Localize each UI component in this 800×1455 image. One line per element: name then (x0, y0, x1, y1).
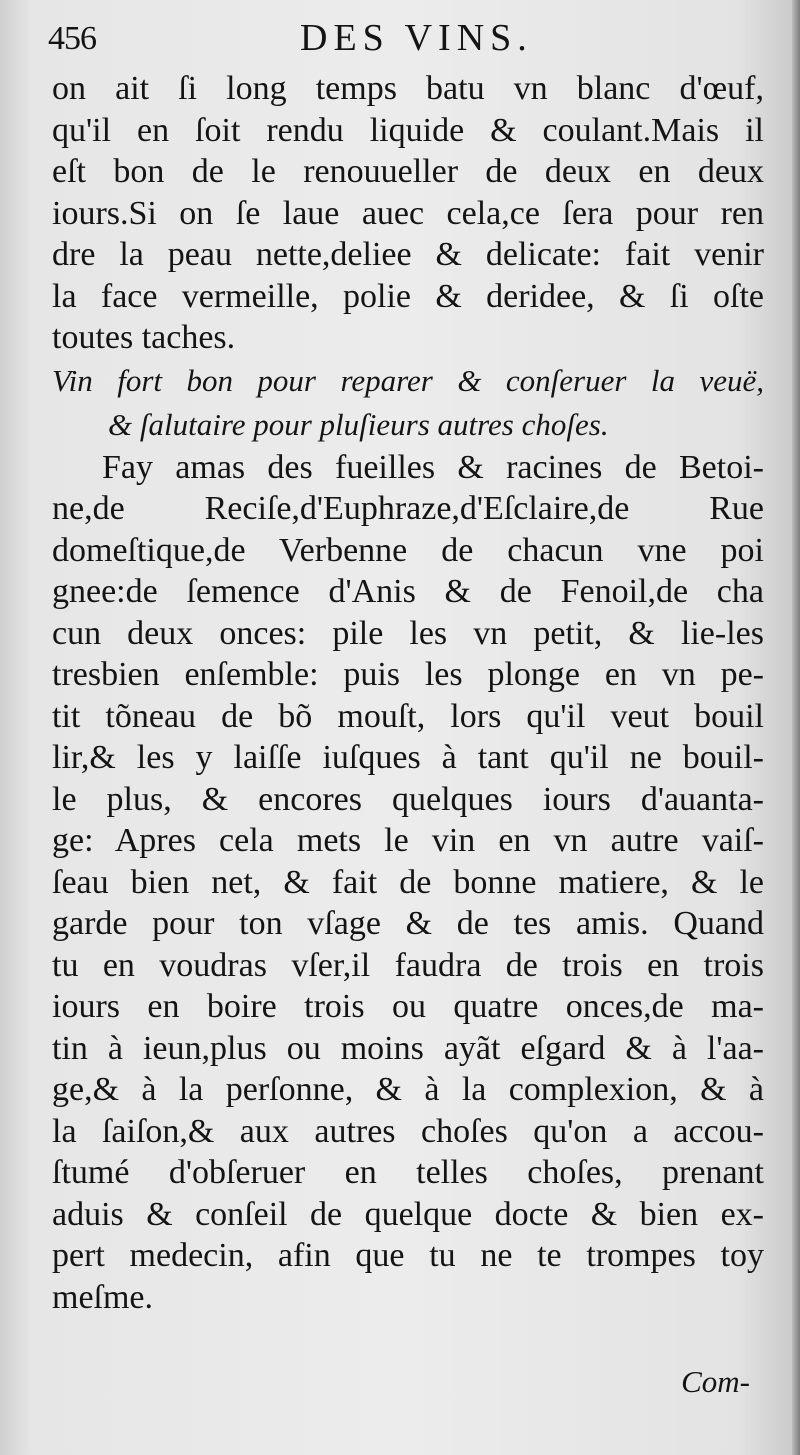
text-line: eſt bon de le renouueller de deux en deux (52, 153, 764, 190)
section-heading-line: Vin fort bon pour reparer & conſeruer la veuë, (52, 362, 764, 398)
text-line: gnee:de ſemence d'Anis & de Fenoil,de cha (52, 573, 764, 610)
text-line: on ait ſi long temps batu vn blanc d'œuf, (52, 70, 764, 107)
text-line: cun deux onces: pile les vn petit, & lie-les (52, 614, 764, 652)
text-line: ſeau bien net, & fait de bonne matiere, & le (52, 863, 764, 901)
section-heading-line: & ſalutaire pour pluſieurs autres choſes. (108, 406, 609, 442)
text-line: dre la peau nette,deliee & delicate: fait venir (52, 236, 764, 273)
page-number: 456 (48, 20, 96, 57)
text-line: meſme. (52, 1278, 154, 1316)
text-line: garde pour ton vſage & de tes amis. Quand (52, 905, 764, 942)
text-line: tu en voudras vſer,il faudra de trois en trois (52, 946, 764, 984)
page-edge-shadow (792, 0, 800, 1455)
text-line: ne,de Reciſe,d'Euphraze,d'Eſclaire,de Rue (52, 490, 764, 527)
text-line: ge: Apres cela mets le vin en vn autre vaiſ- (52, 822, 764, 859)
text-line: la ſaiſon,& aux autres choſes qu'on a accou- (52, 1112, 764, 1150)
text-line: tin à ieun,plus ou moins ayãt eſgard & à l'aa- (52, 1029, 764, 1067)
text-block (52, 68, 764, 1318)
text-line: la face vermeille, polie & deridee, & ſi oſte (52, 277, 764, 315)
text-line: iours en boire trois ou quatre onces,de ma- (52, 988, 764, 1025)
text-line: aduis & conſeil de quelque docte & bien ex- (52, 1195, 764, 1233)
text-line: tit tõneau de bõ mouſt, lors qu'il veut bouil (52, 697, 764, 735)
text-line: qu'il en ſoit rendu liquide & coulant.Mais il (52, 111, 764, 149)
text-line: tresbien enſemble: puis les plonge en vn pe- (52, 656, 764, 693)
text-line: domeſtique,de Verbenne de chacun vne poi (52, 531, 764, 569)
text-line: lir,& les y laiſſe iuſques à tant qu'il ne bouil- (52, 739, 764, 776)
text-line: toutes taches. (52, 319, 236, 356)
text-line: pert medecin, afin que tu ne te trompes toy (52, 1237, 764, 1274)
text-line: le plus, & encores quelques iours d'auanta- (52, 780, 764, 818)
catchword: Com- (681, 1364, 750, 1399)
page-header (48, 16, 748, 66)
text-line: Fay amas des fueilles & racines de Betoi- (102, 448, 764, 486)
running-title: DES VINS. (300, 17, 533, 59)
text-line: iours.Si on ſe laue auec cela,ce ſera pour ren (52, 194, 764, 232)
text-line: ge,& à la perſonne, & à la complexion, & à (52, 1071, 764, 1108)
text-line: ſtumé d'obſeruer en telles choſes, prenant (52, 1154, 764, 1191)
